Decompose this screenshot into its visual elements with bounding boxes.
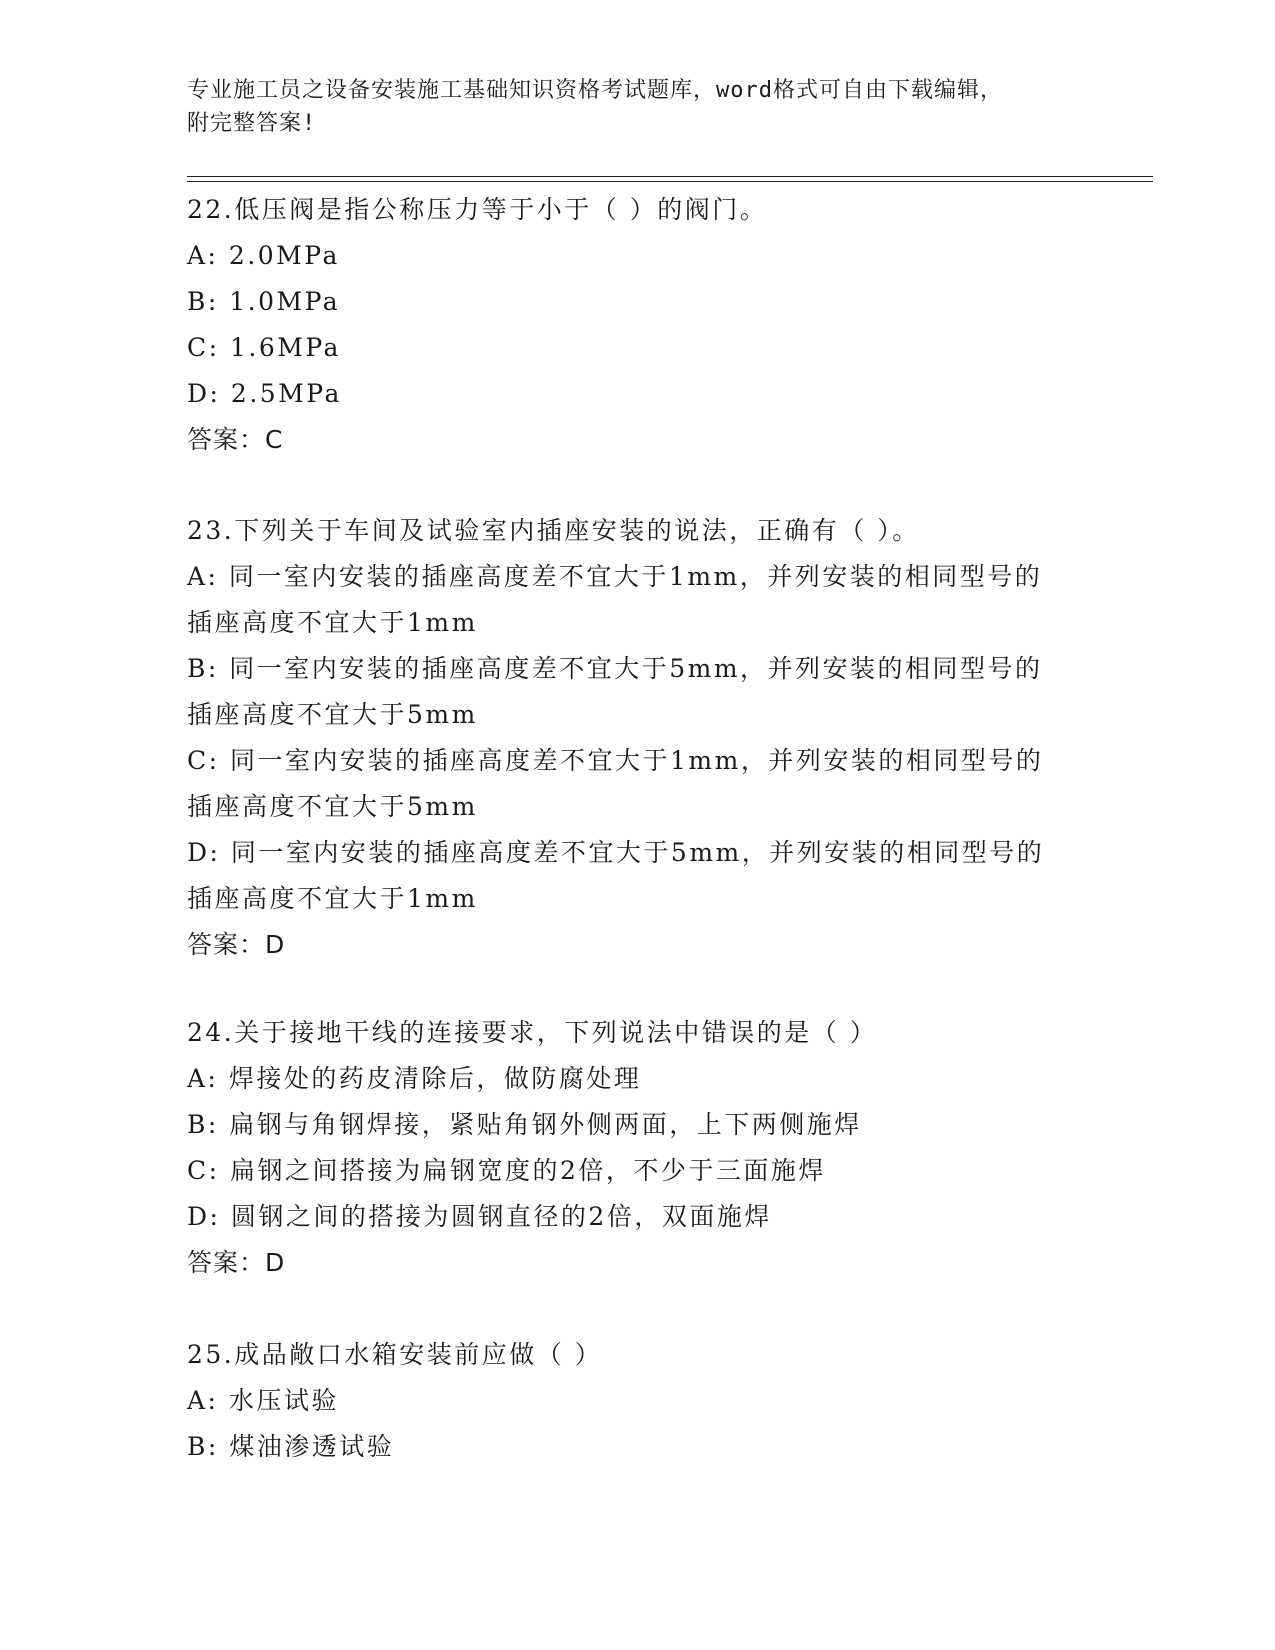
- question-stem: 25.成品敞口水箱安装前应做（ ）: [187, 1340, 603, 1369]
- option-b: [187, 646, 1127, 738]
- option-b-line-2: 插座高度不宜大于5mm: [187, 700, 478, 729]
- question-stem: 22.低压阀是指公称压力等于小于（ ）的阀门。: [187, 195, 768, 224]
- header-title-line-1: 专业施工员之设备安装施工基础知识资格考试题库，word格式可自由下载编辑，: [187, 78, 1003, 103]
- option-b: B: 煤油渗透试验: [187, 1432, 395, 1461]
- question-24: [187, 1010, 1127, 1286]
- answer-line: 答案：D: [187, 1248, 286, 1277]
- option-b-line-1: B: 同一室内安装的插座高度差不宜大于5mm，并列安装的相同型号的: [187, 654, 1043, 683]
- answer-line: 答案：D: [187, 930, 286, 959]
- document-header: [187, 74, 1067, 140]
- header-divider-top: [187, 176, 1153, 177]
- option-c-line-1: C: 同一室内安装的插座高度差不宜大于1mm，并列安装的相同型号的: [187, 746, 1044, 775]
- header-title-line-2: 附完整答案!: [187, 111, 317, 136]
- question-stem: 23.下列关于车间及试验室内插座安装的说法，正确有（ ）。: [187, 516, 920, 545]
- option-a: A: 焊接处的药皮清除后，做防腐处理: [187, 1064, 642, 1093]
- option-c: C: 1.6MPa: [187, 333, 341, 362]
- question-23: [187, 508, 1127, 968]
- option-c: C: 扁钢之间搭接为扁钢宽度的2倍，不少于三面施焊: [187, 1156, 826, 1185]
- option-b: B: 扁钢与角钢焊接，紧贴角钢外侧两面，上下两侧施焊: [187, 1110, 862, 1139]
- option-a: [187, 554, 1127, 646]
- question-stem: 24.关于接地干线的连接要求，下列说法中错误的是（ ）: [187, 1018, 878, 1047]
- option-d: D: 2.5MPa: [187, 379, 342, 408]
- answer-line: 答案：C: [187, 425, 284, 454]
- option-a-line-1: A: 同一室内安装的插座高度差不宜大于1mm，并列安装的相同型号的: [187, 562, 1043, 591]
- question-25: [187, 1332, 1127, 1470]
- option-c: [187, 738, 1127, 830]
- option-a-line-2: 插座高度不宜大于1mm: [187, 608, 478, 637]
- option-a: A: 水压试验: [187, 1386, 339, 1415]
- option-c-line-2: 插座高度不宜大于5mm: [187, 792, 478, 821]
- option-d: [187, 830, 1127, 922]
- option-a: A: 2.0MPa: [187, 241, 340, 270]
- header-divider-bottom: [187, 181, 1153, 182]
- option-d-line-2: 插座高度不宜大于1mm: [187, 884, 478, 913]
- option-d-line-1: D: 同一室内安装的插座高度差不宜大于5mm，并列安装的相同型号的: [187, 838, 1045, 867]
- option-b: B: 1.0MPa: [187, 287, 341, 316]
- option-d: D: 圆钢之间的搭接为圆钢直径的2倍，双面施焊: [187, 1202, 772, 1231]
- question-22: [187, 187, 1127, 463]
